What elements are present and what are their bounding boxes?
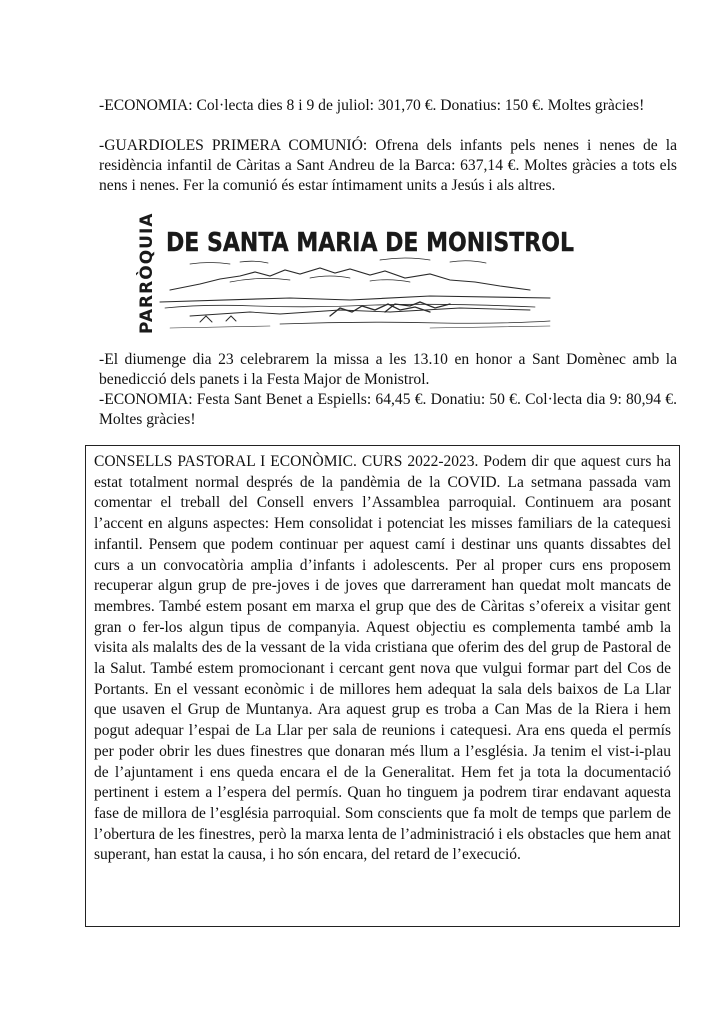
banner-vertical-text: PARRÒQUIA: [137, 212, 157, 334]
banner-title: DE SANTA MARIA DE MONISTROL: [166, 228, 574, 258]
festa-major-note: -El diumenge dia 23 celebrarem la missa a les 13.10 en honor a Sant Domènec amb la benedicció dels panets i la Festa Major de Monistrol.: [99, 351, 677, 388]
parish-banner: [130, 212, 580, 342]
consells-text: CONSELLS PASTORAL I ECONÒMIC. CURS 2022-2023. Podem dir que aquest curs ha estat totalment normal després de la pandèmia de la COVID. La setmana passada vam comentar el treball del Consell envers l’Assamblea parroquial. Continuem ara posant l’accent en alguns aspectes: Hem consolidat i potenciat les misses familiars de la catequesi infantil. Pensem que podem continuar per aquest camí i destinar uns quants dissabtes del curs a un convocatòria amplia d’infants i adolescents. Per al proper curs ens proposem recuperar algun grup de pre-joves i de joves que darrerament han quedat molt mancats de membres. També estem posant em marxa el grup que des de Càritas s’ofereix a visitar gent gran o fer-los algun tipus de companyia. Aquest objectiu es complementa també amb la visita als malalts des de la vessant de la vida cristiana que oferim des del grup de Pastoral de la Salut. També estem promocionant i cercant gent nova que vulgui formar part del Cos de Portants. En el vessant econòmic i de millores hem adequat la sala dels baixos de La Llar que usaven el Grup de Muntanya. Ara aquest grup es troba a Can Mas de la Riera i hem pogut adequar l’espai de La Llar per sala de reunions i catequesi. Ara ens queda el permís per poder obrir les dues finestres que donaran més llum a l’església. Ja tenim el vist-i-plau de l’ajuntament i ens queda encara el de la Generalitat. Hem fet ja tota la documentació pertinent i estem a l’espera del permís. Quan ho tinguem ja podrem tirar endavant aquesta fase de millora de l’església parroquial. Som conscients que fa molt de temps que parlem de l’obertura de les finestres, però la marxa lenta de l’administració i els obstacles que hem anat superant, han estat la causa, i ho són encara, del retard de l’execució.: [94, 453, 671, 864]
economia-collecta-note: -ECONOMIA: Col·lecta dies 8 i 9 de juliol: 301,70 €. Donatius: 150 €. Moltes gràcies!: [99, 97, 645, 114]
parish-banner-graphic: [130, 212, 580, 342]
economia-festa-sant-benet-note: -ECONOMIA: Festa Sant Benet a Espiells: 64,45 €. Donatiu: 50 €. Col·lecta dia 9: 80,94 €. Moltes gràcies!: [99, 391, 677, 428]
consells-box: [85, 445, 680, 927]
mountain-landscape-sketch: [160, 258, 550, 328]
guardioles-primera-comunio-note: -GUARDIOLES PRIMERA COMUNIÓ: Ofrena dels infants pels nenes i nenes de la residència infantil de Càritas a Sant Andreu de la Barca: 637,14 €. Moltes gràcies a tots els nens i nenes. Fer la comunió és estar íntimament units a Jesús i als altres.: [99, 137, 677, 194]
